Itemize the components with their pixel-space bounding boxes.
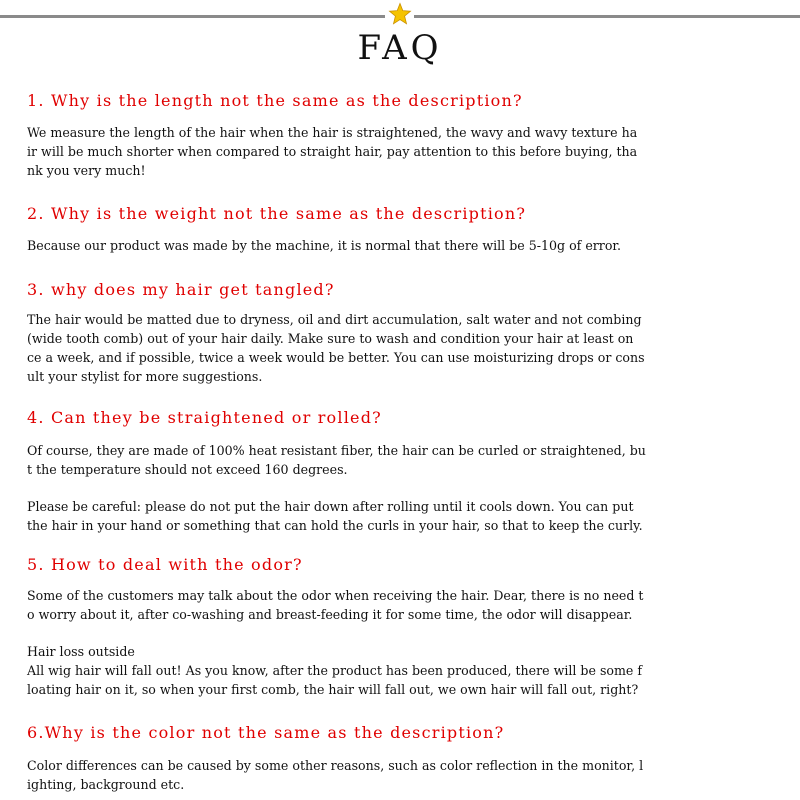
answer-line: t the temperature should not exceed 160 degrees. bbox=[27, 462, 348, 477]
faq-answer-5 bbox=[27, 586, 797, 624]
answer-line: We measure the length of the hair when the hair is straightened, the wavy and wavy texture ha bbox=[27, 125, 638, 140]
faq-question-2: 2. Why is the weight not the same as the description? bbox=[27, 204, 527, 223]
faq-question-4: 4. Can they be straightened or rolled? bbox=[27, 408, 382, 427]
answer-line: The hair would be matted due to dryness, oil and dirt accumulation, salt water and not combing bbox=[27, 312, 642, 327]
note-line: loating hair on it, so when your first comb, the hair will fall out, we own hair will fall out, right? bbox=[27, 682, 639, 697]
answer-line: ir will be much shorter when compared to straight hair, pay attention to this before buying, tha bbox=[27, 144, 638, 159]
answer-line: ult your stylist for more suggestions. bbox=[27, 369, 263, 384]
note-line: the hair in your hand or something that can hold the curls in your hair, so that to keep the curly. bbox=[27, 518, 643, 533]
answer-line: Of course, they are made of 100% heat resistant fiber, the hair can be curled or straightened, bu bbox=[27, 443, 646, 458]
faq-question-1: 1. Why is the length not the same as the description? bbox=[27, 91, 523, 110]
faq-note-5 bbox=[27, 642, 797, 699]
answer-line: nk you very much! bbox=[27, 163, 146, 178]
answer-line: Because our product was made by the machine, it is normal that there will be 5-10g of error. bbox=[27, 238, 622, 253]
faq-answer-1 bbox=[27, 123, 797, 180]
faq-question-3: 3. why does my hair get tangled? bbox=[27, 280, 335, 299]
header-divider-right bbox=[414, 15, 800, 18]
answer-line: ce a week, and if possible, twice a week would be better. You can use moisturizing drops or cons bbox=[27, 350, 645, 365]
answer-line: Some of the customers may talk about the odor when receiving the hair. Dear, there is no need t bbox=[27, 588, 644, 603]
faq-answer-2 bbox=[27, 236, 797, 255]
faq-question-6: 6.Why is the color not the same as the description? bbox=[27, 723, 505, 742]
answer-line: Color differences can be caused by some other reasons, such as color reflection in the monitor, l bbox=[27, 758, 644, 773]
note-line: All wig hair will fall out! As you know, after the product has been produced, there will be some f bbox=[27, 663, 643, 678]
star-icon bbox=[388, 2, 412, 26]
faq-answer-4 bbox=[27, 441, 797, 479]
answer-line: (wide tooth comb) out of your hair daily. Make sure to wash and condition your hair at least on bbox=[27, 331, 634, 346]
faq-question-5: 5. How to deal with the odor? bbox=[27, 555, 303, 574]
page-title: FAQ bbox=[357, 28, 443, 68]
faq-answer-6 bbox=[27, 756, 797, 794]
answer-line: o worry about it, after co-washing and breast-feeding it for some time, the odor will disappear. bbox=[27, 607, 633, 622]
header-divider-left bbox=[0, 15, 385, 18]
faq-answer-3 bbox=[27, 310, 797, 386]
faq-note-4 bbox=[27, 497, 797, 535]
answer-line: ighting, background etc. bbox=[27, 777, 185, 792]
note-line: Please be careful: please do not put the hair down after rolling until it cools down. You can put bbox=[27, 499, 634, 514]
note-line: Hair loss outside bbox=[27, 644, 135, 659]
